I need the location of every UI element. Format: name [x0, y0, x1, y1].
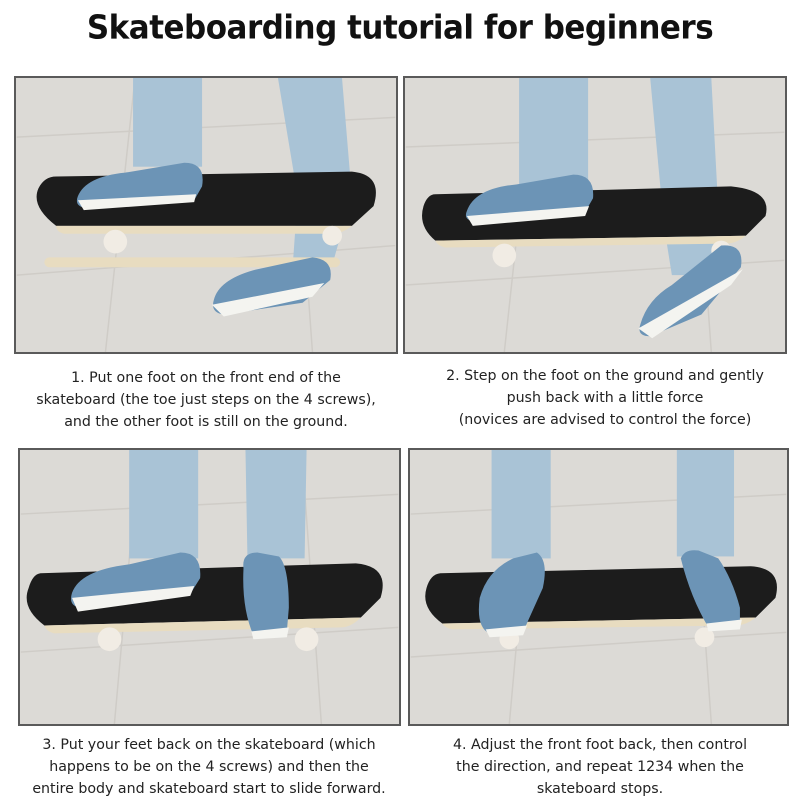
step-1-caption — [14, 367, 398, 433]
step-4-caption-line: skateboard stops. — [536, 781, 664, 797]
step-4-illustration — [410, 450, 787, 724]
step-1-caption-line: skateboard (the toe just steps on the 4 screws), — [36, 392, 376, 408]
step-1-photo — [14, 76, 398, 354]
step-1-caption-line: 1. Put one foot on the front end of the — [71, 370, 341, 386]
step-3-caption-line: entire body and skateboard start to slide forward. — [32, 781, 386, 797]
step-2-caption-line: 2. Step on the foot on the ground and gently — [446, 368, 764, 384]
step-3-caption-line: 3. Put your feet back on the skateboard (which — [42, 737, 376, 753]
step-4-caption-line: 4. Adjust the front foot back, then control — [452, 737, 748, 753]
step-3-caption-line: happens to be on the 4 screws) and then the — [49, 759, 369, 775]
step-3-photo — [18, 448, 401, 726]
step-1-caption-line: and the other foot is still on the ground. — [64, 414, 348, 430]
step-3-illustration — [20, 450, 399, 724]
step-2-caption — [403, 365, 800, 431]
step-2-caption-line: (novices are advised to control the force) — [458, 412, 752, 428]
step-1-illustration — [16, 78, 396, 352]
step-4-photo — [408, 448, 789, 726]
step-2-photo — [403, 76, 787, 354]
step-2-illustration — [405, 78, 785, 352]
page-title: Skateboarding tutorial for beginners — [86, 9, 714, 47]
step-4-caption-line: the direction, and repeat 1234 when the — [456, 759, 744, 775]
step-2-caption-line: push back with a little force — [506, 390, 704, 406]
step-3-caption — [2, 734, 416, 800]
step-4-caption — [400, 734, 800, 800]
